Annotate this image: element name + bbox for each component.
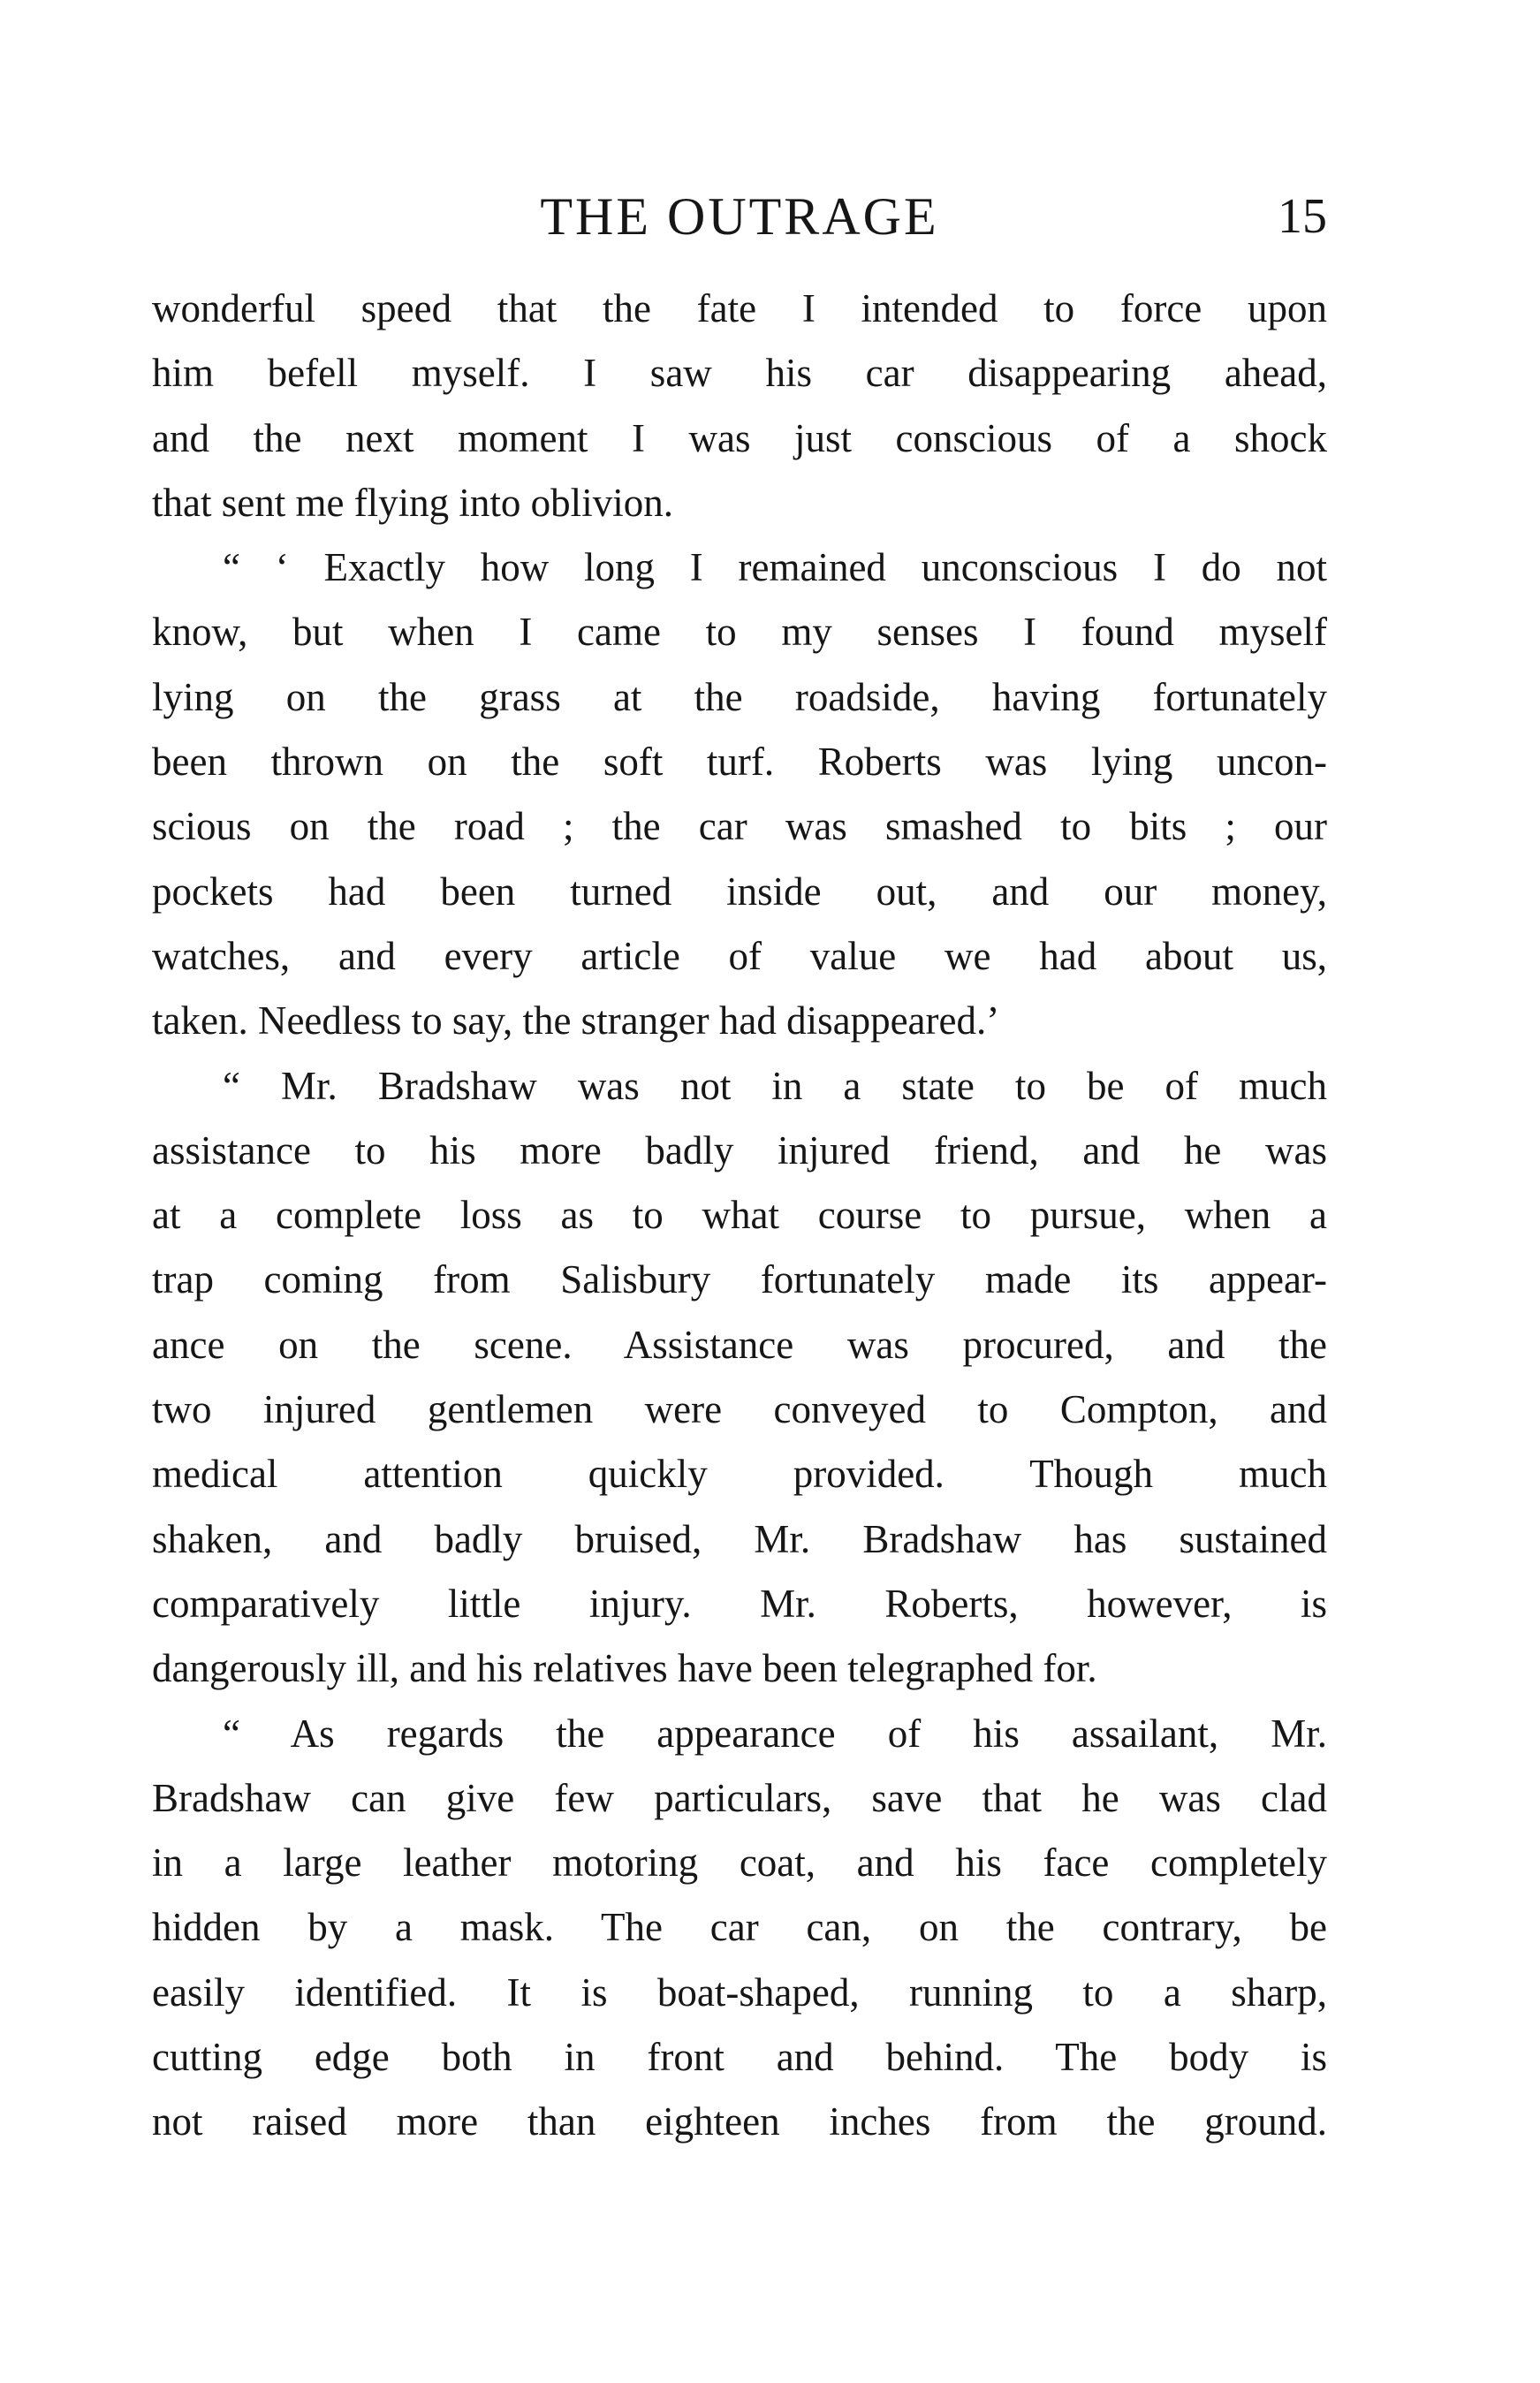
text-line: cutting edge both in front and behind. The body is [152,2035,1327,2080]
text-line: “ As regards the appearance of his assailant, Mr. [223,1711,1327,1756]
text-line: comparatively little injury. Mr. Roberts, however, is [152,1581,1327,1626]
text-line: shaken, and badly bruised, Mr. Bradshaw has sustained [152,1516,1327,1561]
text-line: him befell myself. I saw his car disappearing ahead, [152,351,1327,396]
text-line: Bradshaw can give few particulars, save that he was clad [152,1775,1327,1820]
text-line: hidden by a mask. The car can, on the contrary, be [152,1905,1327,1950]
text-line: that sent me flying into oblivion. [152,480,673,525]
text-line: wonderful speed that the fate I intended to force upon [152,286,1327,330]
text-line: lying on the grass at the roadside, having fortunately [152,674,1327,719]
text-line: medical attention quickly provided. Though much [152,1452,1327,1497]
text-line: “ ‘ Exactly how long I remained unconscious I do not [223,545,1327,590]
text-line: trap coming from Salisbury fortunately made its appear- [152,1257,1327,1302]
text-line: and the next moment I was just conscious of a shock [152,415,1327,460]
page-number: 15 [1278,189,1327,244]
text-line: watches, and every article of value we had about us, [152,933,1327,978]
text-line: dangerously ill, and his relatives have been telegraphed for. [152,1646,1097,1691]
text-line: at a complete loss as to what course to pursue, when a [152,1193,1327,1238]
text-line: assistance to his more badly injured friend, and he was [152,1127,1327,1173]
text-line: “ Mr. Bradshaw was not in a state to be of much [223,1063,1327,1108]
text-line: taken. Needless to say, the stranger had disappeared.’ [152,998,1000,1044]
text-line: scious on the road ; the car was smashed to bits ; our [152,804,1327,849]
text-line: pockets had been turned inside out, and our money, [152,869,1327,914]
chapter-title: THE OUTRAGE [540,187,939,246]
text-line: know, but when I came to my senses I found myself [152,610,1327,655]
text-line: two injured gentlemen were conveyed to Compton, and [152,1387,1327,1432]
text-line: not raised more than eighteen inches from the ground. [152,2099,1327,2144]
running-head [152,181,1327,252]
text-line: ance on the scene. Assistance was procured, and the [152,1322,1327,1367]
text-line: easily identified. It is boat-shaped, running to a sharp, [152,1969,1327,2015]
text-line: in a large leather motoring coat, and his face completely [152,1840,1327,1886]
text-line: been thrown on the soft turf. Roberts was lying uncon- [152,740,1327,785]
body-text [152,277,1327,2155]
